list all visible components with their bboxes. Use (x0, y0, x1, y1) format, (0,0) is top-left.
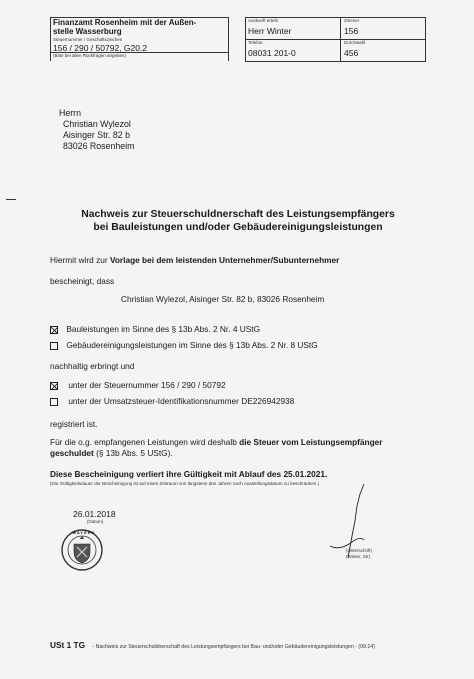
recipient-line: Christian Wylezol, Aisinger Str. 82 b, 83026 Rosenheim (121, 294, 325, 304)
sustained-text: nachhaltig erbringt und (50, 361, 135, 371)
certified-text: bescheinigt, dass (50, 276, 115, 286)
recipient-address (59, 108, 134, 152)
contact-box (245, 17, 425, 62)
tax-number-note: (Bitte bei allen Rückfragen angeben) (53, 53, 127, 58)
info-label: Auskunft erteilt (248, 18, 278, 23)
address-salutation: Herrn (59, 108, 81, 118)
checkbox-construction[interactable] (50, 326, 58, 334)
validity-text: Diese Bescheinigung verliert ihre Gültigkeit mit Ablauf des 25.01.2021. (50, 469, 328, 479)
intro-text: Hiermit wird zur Vorlage bei dem leistenden Unternehmer/Subunternehmer (50, 255, 340, 265)
checkbox-vat-id[interactable] (50, 398, 58, 406)
title-line1: Nachweis zur Steuerschuldnerschaft des Leistungsempfängers (81, 209, 395, 220)
signer-label: (Unterschrift) (Winter, Str) (346, 548, 373, 559)
option-tax-number: unter der Steuernummer 156 / 290 / 50792 (50, 381, 226, 391)
tax-number-value: 156 / 290 / 50792, G20.2 (53, 43, 148, 53)
option-vat-id: unter der Umsatzsteuer-Identifikationsnummer DE226942938 (50, 397, 294, 407)
option-construction: Bauleistungen im Sinne des § 13b Abs. 2 Nr. 4 UStG (50, 325, 260, 335)
date-label: (Datum) (87, 519, 104, 524)
form-footer (50, 635, 375, 653)
tax-number-label: Steuernummer / Geschäftszeichen (53, 37, 123, 42)
form-description: - Nachweis zur Steuerschuldnerschaft des Leistungsempfängers bei Bau- und/oder Gebäudereinigungsleistungen - (09.14) (92, 644, 375, 650)
checkbox-tax-number[interactable] (50, 382, 58, 390)
title-line2: bei Bauleistungen und/oder Gebäudereinigungsleistungen (93, 222, 383, 233)
fold-mark (6, 199, 16, 200)
document-title (48, 208, 428, 234)
phone-value: 08031 201-0 (248, 48, 296, 58)
official-seal (60, 528, 104, 572)
room-label: Zimmer (344, 18, 360, 23)
room-value: 156 (344, 26, 359, 36)
address-city: 83026 Rosenheim (63, 141, 135, 151)
direct-value: 456 (344, 48, 359, 58)
info-value: Herr Winter (248, 26, 292, 36)
office-box (50, 17, 228, 61)
seal-text: BAYERN (73, 530, 96, 535)
registered-text: registriert ist. (50, 419, 98, 429)
address-street: Aisinger Str. 82 b (63, 130, 130, 140)
option-cleaning: Gebäudereinigungsleistungen im Sinne des § 13b Abs. 2 Nr. 8 UStG (50, 341, 318, 351)
form-code: USt 1 TG (50, 640, 86, 650)
validity-note: (Die Gültigkeitsdauer der Bescheinigung ist auf einen Zeitraum von längstens drei Jahren nach Ausstellungsdatum zu beschränken.) (50, 481, 320, 486)
office-name: Finanzamt Rosenheim mit der Außen- stelle Wasserburg (53, 18, 197, 36)
tax-liability-text: Für die o.g. empfangenen Leistungen wird deshalb die Steuer vom Leistungsempfänger geschuldet (§ 13b Abs. 5 UStG). (50, 437, 383, 458)
issue-date: 26.01.2018 (73, 509, 116, 519)
checkbox-cleaning[interactable] (50, 342, 58, 350)
direct-label: Durchwahl (344, 40, 366, 45)
address-name: Christian Wylezol (63, 119, 131, 129)
phone-label: Telefon (248, 40, 263, 45)
